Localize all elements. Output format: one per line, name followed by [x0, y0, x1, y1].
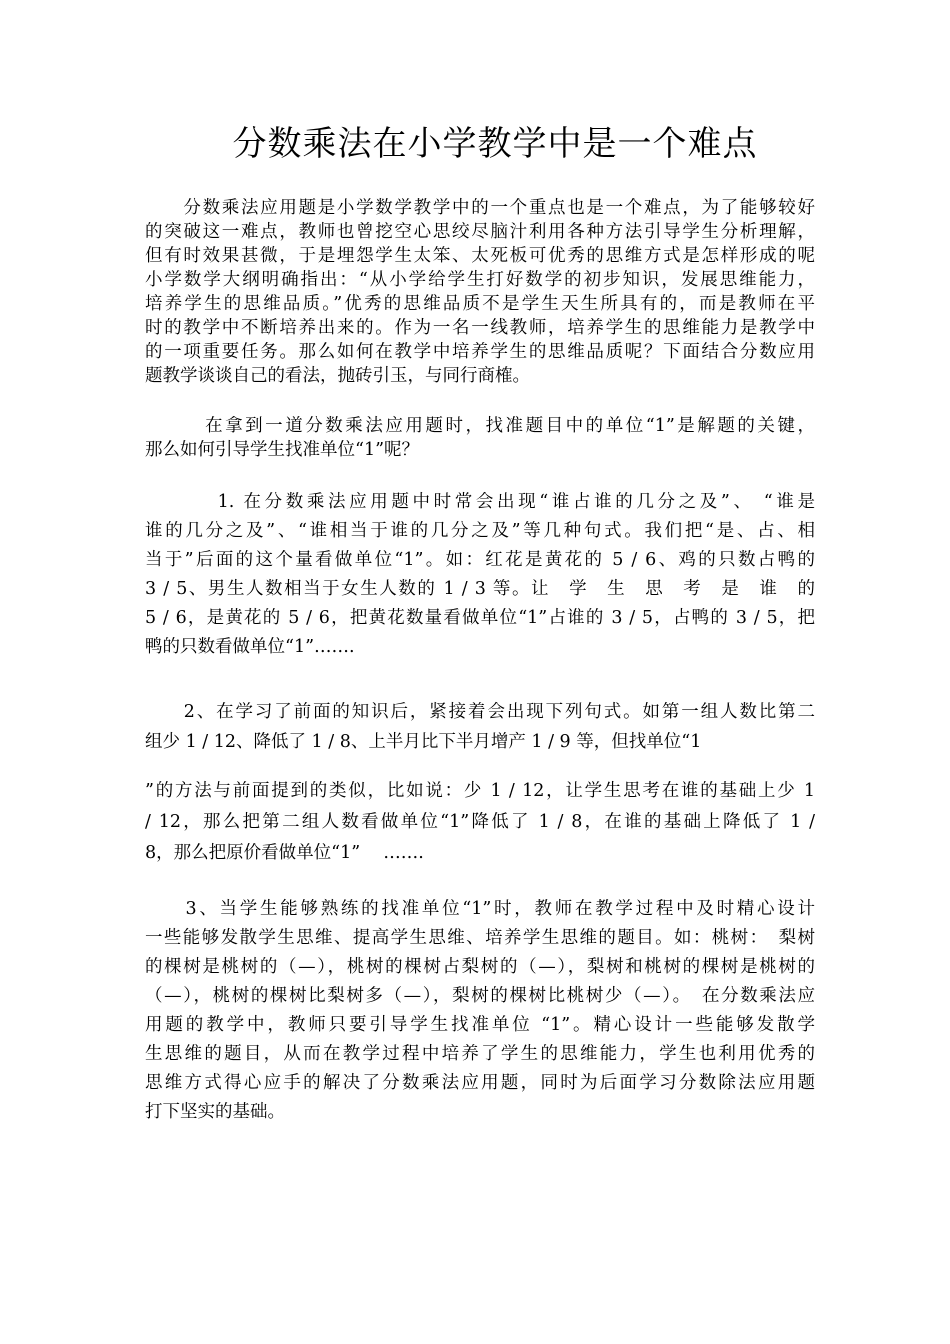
text-line: 谁的几分之及”、“谁相当于谁的几分之及”等几种句式。我们把“是、占、相	[145, 521, 815, 541]
text-line: 组少 1 / 12、降低了 1 / 8、上半月比下半月增产 1 / 9 等，但找单位“1	[145, 732, 702, 752]
text-line: / 12，那么把第二组人数看做单位“1”降低了 1 / 8，在谁的基础上降低了 1 /	[145, 812, 815, 832]
text-line: 打下坚实的基础。	[145, 1102, 285, 1122]
text-line: 鸭的只数看做单位“1”…….	[145, 637, 355, 657]
text-line: 当于”后面的这个量看做单位“1”。如：红花是黄花的 5 / 6、鸡的只数占鸭的	[145, 550, 815, 570]
text-line: 的棵树是桃树的（—），桃树的棵树占梨树的（—），梨树和桃树的棵树是桃树的	[145, 957, 815, 977]
text-line: 2、在学习了前面的知识后，紧接着会出现下列句式。如第一组人数比第二	[145, 702, 815, 722]
text-line: 思维方式得心应手的解决了分数乘法应用题，同时为后面学习分数除法应用题	[145, 1073, 815, 1093]
text-line: 的突破这一难点，教师也曾挖空心思绞尽脑汁利用各种方法引导学生分析理解，	[145, 222, 815, 242]
text-line: 分数乘法应用题是小学数学教学中的一个重点也是一个难点，为了能够较好	[145, 198, 815, 218]
text-line: 那么如何引导学生找准单位“1”呢？	[145, 440, 420, 460]
paragraph-point-1	[145, 488, 815, 662]
text-line: 8，那么把原价看做单位“1” …….	[145, 843, 424, 863]
text-line: 生思维的题目，从而在教学过程中培养了学生的思维能力，学生也利用优秀的	[145, 1044, 815, 1064]
text-line: （—），桃树的棵树比梨树多（—），梨树的棵树比桃树少（—）。 在分数乘法应	[145, 986, 815, 1006]
paragraph-intro	[145, 196, 815, 388]
text-line: 一些能够发散学生思维、提高学生思维、培养学生思维的题目。如：桃树： 梨树	[145, 928, 815, 948]
paragraph-point-2-continued	[145, 776, 815, 869]
paragraph-unit-one	[145, 414, 815, 462]
text-line: 3、当学生能够熟练的找准单位“1”时，教师在教学过程中及时精心设计	[145, 899, 815, 919]
text-line: 但有时效果甚微，于是埋怨学生太笨、太死板可优秀的思维方式是怎样形成的呢	[145, 246, 815, 266]
text-line: 1. 在分数乘法应用题中时常会出现“谁占谁的几分之及”、 “谁是	[145, 492, 815, 512]
text-line: ”的方法与前面提到的类似，比如说：少 1 / 12，让学生思考在谁的基础上少 1	[145, 781, 815, 801]
text-line: 用题的教学中，教师只要引导学生找准单位 “1”。精心设计一些能够发散学	[145, 1015, 815, 1035]
paragraph-point-2	[145, 697, 815, 757]
text-line: 小学数学大纲明确指出：“从小学给学生打好数学的初步知识，发展思维能力，	[145, 270, 815, 290]
text-line: 的一项重要任务。那么如何在教学中培养学生的思维品质呢？下面结合分数应用	[145, 342, 815, 362]
text-line: 培养学生的思维品质。”优秀的思维品质不是学生天生所具有的，而是教师在平	[145, 294, 815, 314]
paragraph-point-3	[145, 895, 815, 1127]
text-line: 在拿到一道分数乘法应用题时，找准题目中的单位“1”是解题的关键，	[145, 416, 815, 436]
document-title: 分数乘法在小学教学中是一个难点	[232, 124, 758, 164]
text-line: 3 / 5、男生人数相当于女生人数的 1 / 3 等。让 学 生 思 考 是 谁 的	[145, 579, 815, 599]
text-line: 5 / 6，是黄花的 5 / 6，把黄花数量看做单位“1”占谁的 3 / 5，占鸭的 3 / 5，把	[145, 608, 815, 628]
text-line: 时的教学中不断培养出来的。作为一名一线教师，培养学生的思维能力是教学中	[145, 318, 815, 338]
text-line: 题教学谈谈自己的看法，抛砖引玉，与同行商榷。	[145, 366, 530, 386]
